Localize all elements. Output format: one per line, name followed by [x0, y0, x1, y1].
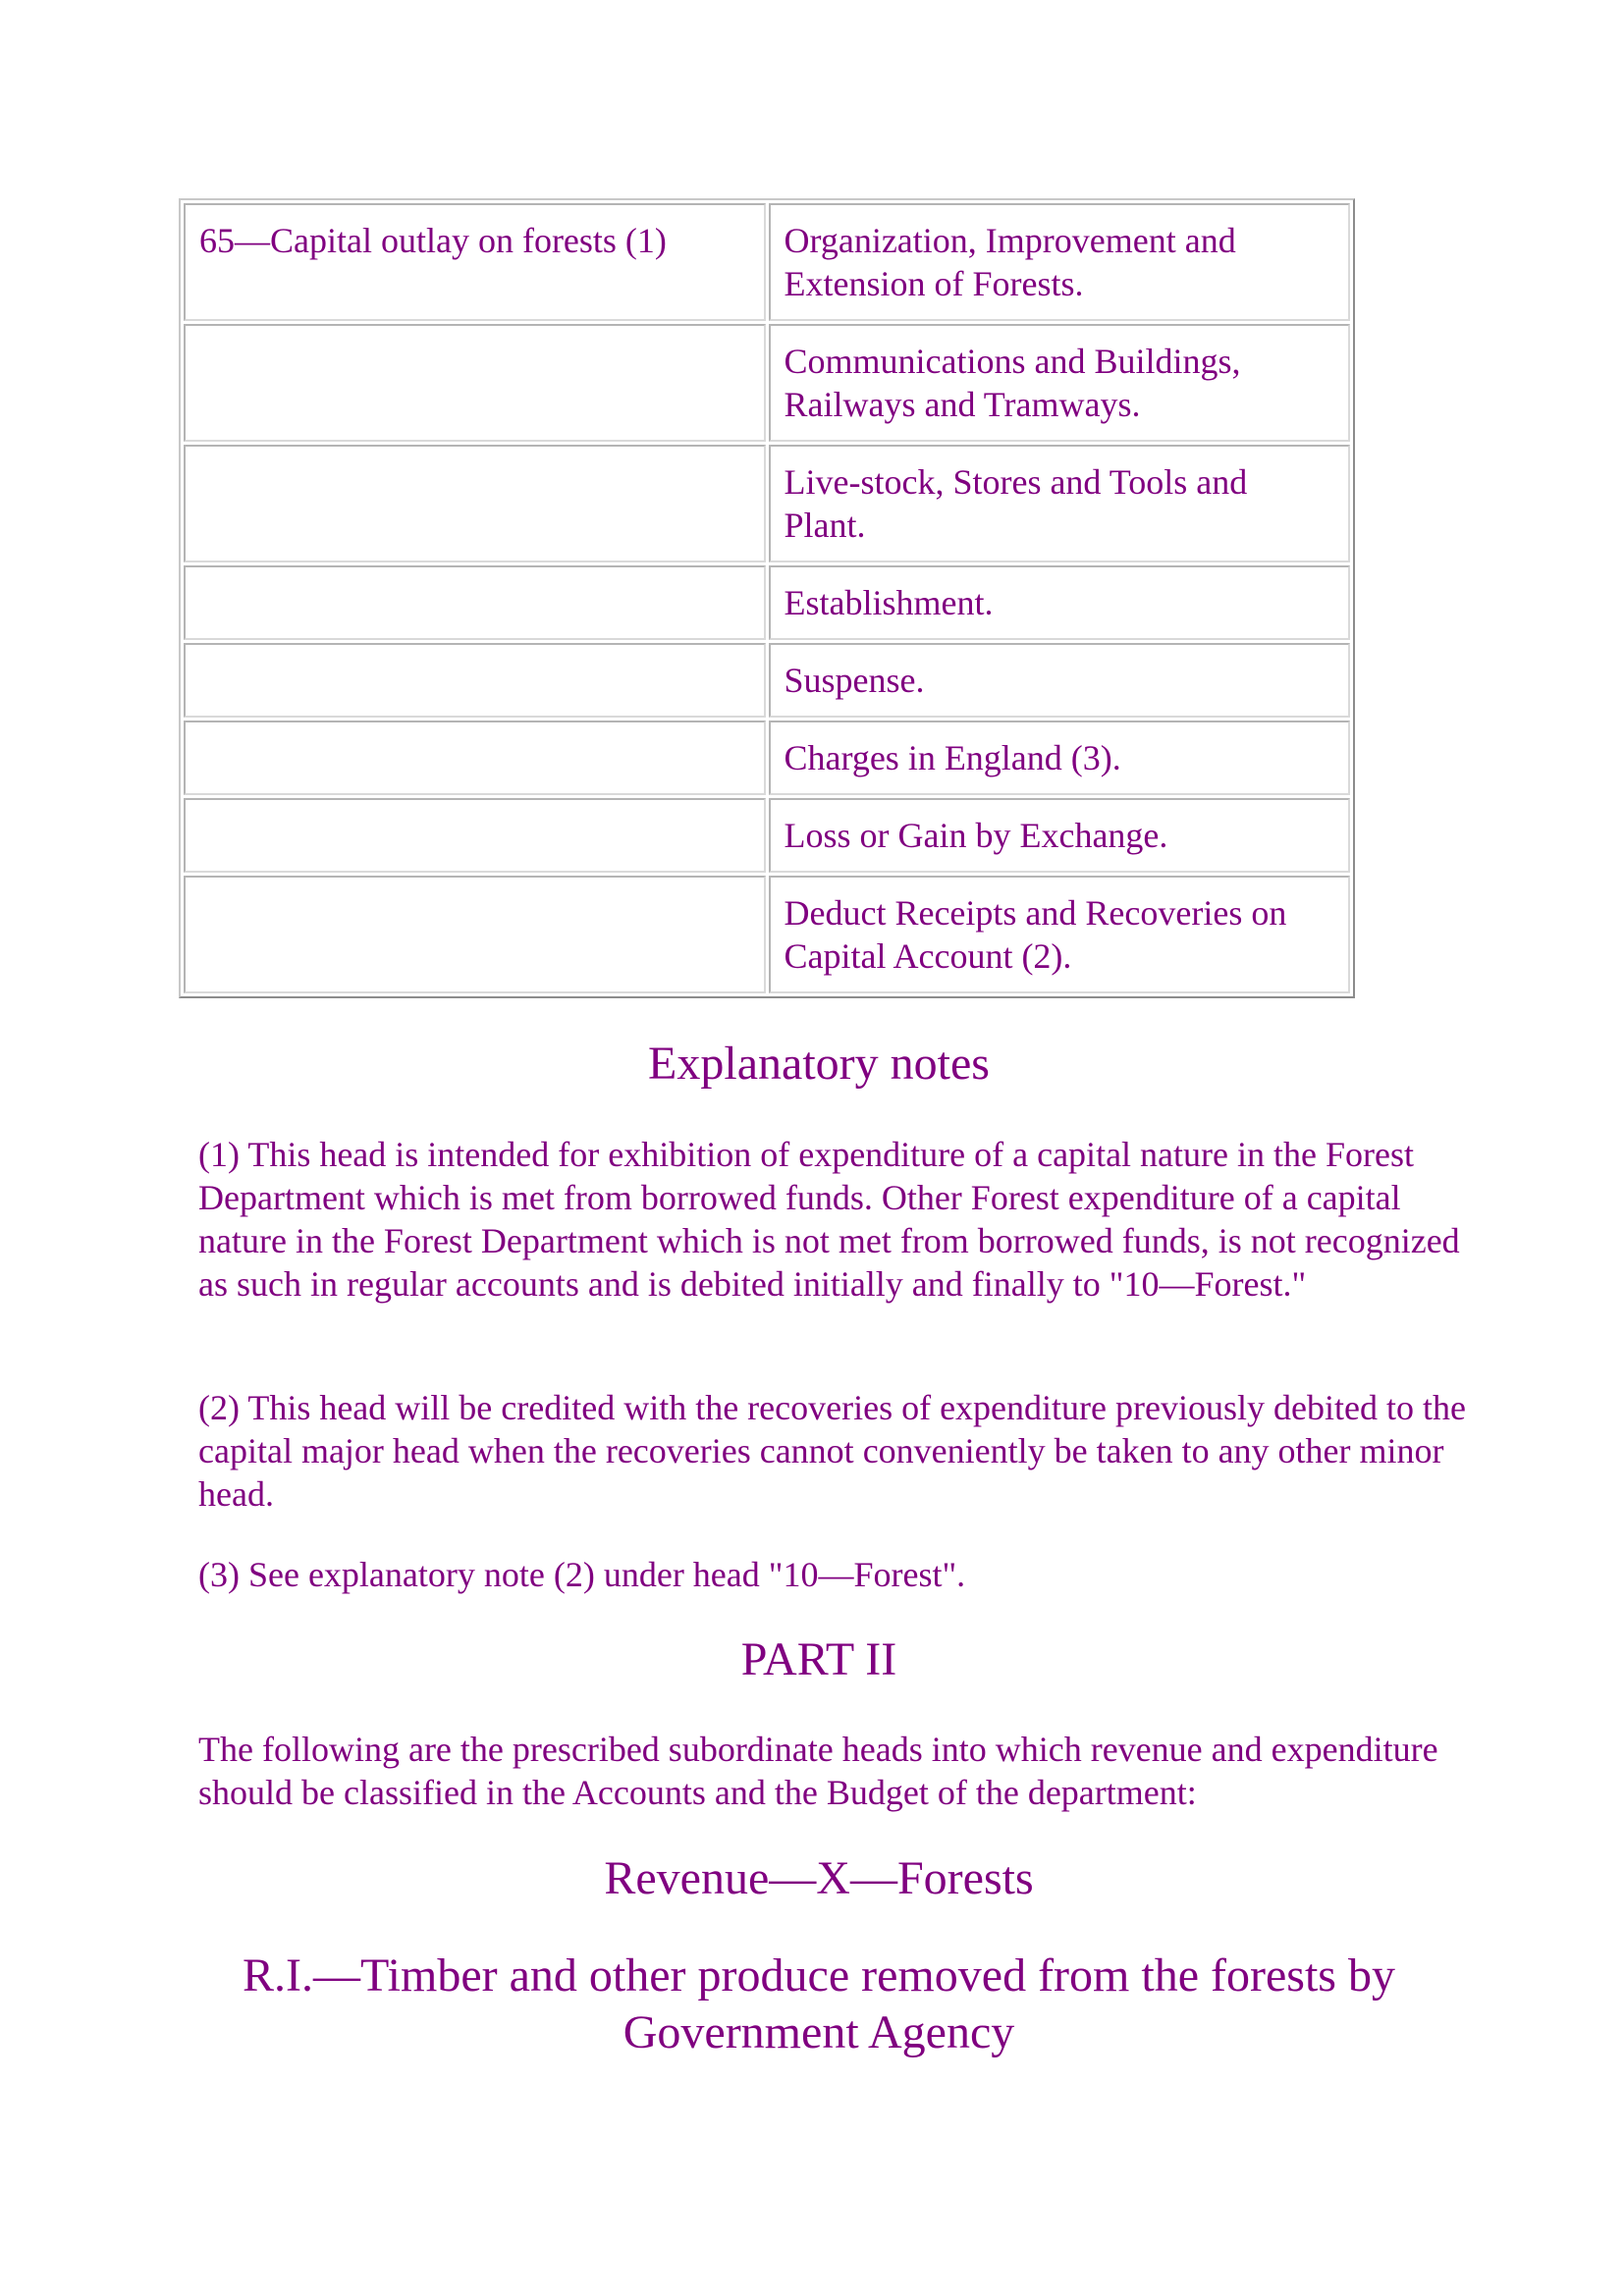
table-cell-empty — [184, 798, 766, 873]
table-cell-minor-head: Live-stock, Stores and Tools and Plant. — [769, 445, 1351, 562]
table-cell-empty — [184, 721, 766, 795]
explanatory-notes-heading: Explanatory notes — [648, 1038, 990, 1090]
table-cell-empty — [184, 876, 766, 993]
explanatory-note-3: (3) See explanatory note (2) under head "10—Forest". — [198, 1555, 966, 1594]
table-cell-major-head: 65—Capital outlay on forests (1) — [184, 203, 766, 321]
table-cell-empty — [184, 643, 766, 718]
heads-table — [179, 198, 1355, 998]
table-row — [184, 565, 1350, 640]
table-cell-empty — [184, 324, 766, 442]
revenue-heading: Revenue—X—Forests — [604, 1852, 1034, 1904]
table-cell-empty — [184, 445, 766, 562]
table-cell-minor-head: Organization, Improvement and Extension of Forests. — [769, 203, 1351, 321]
explanatory-note-1: (1) This head is intended for exhibition of expenditure of a capital nature in the Forest Department which is met from borrowed funds. Other Forest expenditure of a capital nature in the Forest Department which is not met from borrowed funds, is not recognized as such in regular accounts and is debited initially and finally to "10—Forest." — [198, 1135, 1460, 1304]
table-row — [184, 203, 1350, 321]
table-cell-minor-head: Establishment. — [769, 565, 1351, 640]
table-row — [184, 643, 1350, 718]
explanatory-note-2: (2) This head will be credited with the recoveries of expenditure previously debited to the capital major head when the recoveries cannot conveniently be taken to any other minor head. — [198, 1388, 1466, 1514]
table-row — [184, 876, 1350, 993]
part-two-intro: The following are the prescribed subordinate heads into which revenue and expenditure should be classified in the Accounts and the Budget of the department: — [198, 1730, 1438, 1812]
table-cell-minor-head: Loss or Gain by Exchange. — [769, 798, 1351, 873]
table-row — [184, 445, 1350, 562]
table-row — [184, 798, 1350, 873]
table-cell-minor-head: Communications and Buildings, Railways and Tramways. — [769, 324, 1351, 442]
table-cell-empty — [184, 565, 766, 640]
table-row — [184, 721, 1350, 795]
table-cell-minor-head: Deduct Receipts and Recoveries on Capital Account (2). — [769, 876, 1351, 993]
ri-heading: R.I.—Timber and other produce removed from the forests by Government Agency — [243, 1949, 1395, 2058]
part-two-heading: PART II — [740, 1633, 897, 1685]
table-row — [184, 324, 1350, 442]
table-cell-minor-head: Charges in England (3). — [769, 721, 1351, 795]
table-cell-minor-head: Suspense. — [769, 643, 1351, 718]
